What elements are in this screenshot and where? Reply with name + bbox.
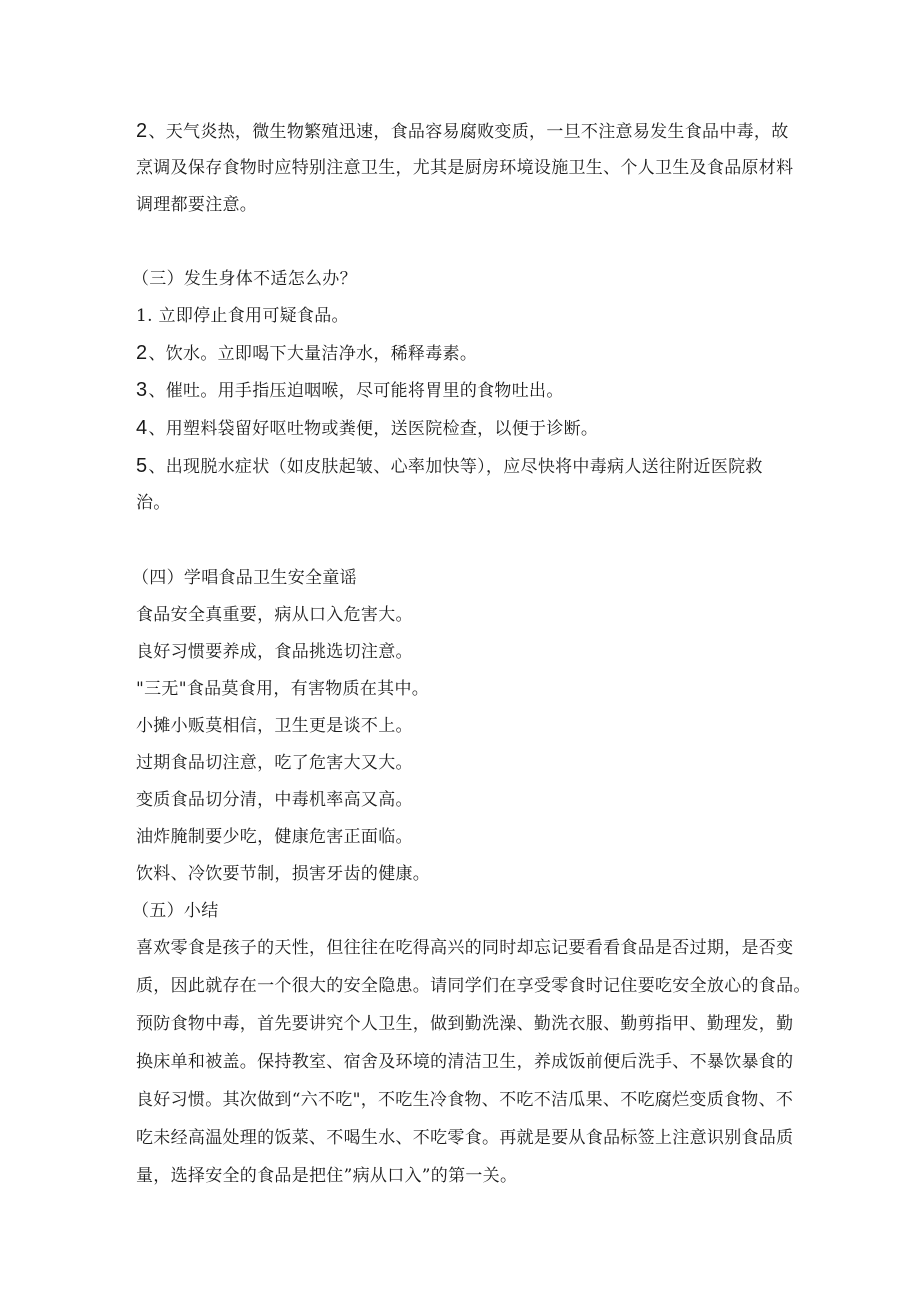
intro-item2-line1: 2、天气炎热，微生物繁殖迅速，食品容易腐败变质，一旦不注意易发生食品中毒，故 <box>136 120 789 142</box>
section5-heading: （五）小结 <box>132 901 219 921</box>
section3-item4: 4、用塑料袋留好呕吐物或粪便，送医院检查，以便于诊断。 <box>136 417 599 439</box>
summary-line: 良好习惯。其次做到“六不吃"，不吃生冷食物、不吃不洁瓜果、不吃腐烂变质食物、不 <box>136 1090 794 1110</box>
summary-line: 换床单和被盖。保持教室、宿舍及环境的清洁卫生，养成饭前便后洗手、不暴饮暴食的 <box>136 1052 794 1072</box>
verse-line: 变质食品切分清，中毒机率高又高。 <box>136 790 413 810</box>
section3-item5-line1: 5、出现脱水症状（如皮肤起皱、心率加快等），应尽快将中毒病人送往附近医院救 <box>136 455 763 477</box>
section3-item5-line2: 治。 <box>136 493 171 513</box>
section3-item2: 2、饮水。立即喝下大量洁净水，稀释毒素。 <box>136 342 478 364</box>
verse-line: 油炸腌制要少吃，健康危害正面临。 <box>136 827 413 847</box>
section4-heading: （四）学唱食品卫生安全童谣 <box>132 568 357 588</box>
verse-line: 过期食品切注意，吃了危害大又大。 <box>136 753 413 773</box>
verse-line: 饮料、冷饮要节制，损害牙齿的健康。 <box>136 864 431 884</box>
section3-item3: 3、催吐。用手指压迫咽喉，尽可能将胃里的食物吐出。 <box>136 379 564 401</box>
intro-item2-number: 2 <box>136 120 148 142</box>
verse-line: "三无"食品莫食用，有害物质在其中。 <box>136 679 430 699</box>
section3-heading: （三）发生身体不适怎么办？ <box>132 269 357 289</box>
section3-item1: 1. 立即停止食用可疑食品。 <box>136 306 349 326</box>
intro-item2-line2: 烹调及保存食物时应特别注意卫生，尤其是厨房环境设施卫生、个人卫生及食品原材料 <box>136 158 794 178</box>
verse-line: 食品安全真重要，病从口入危害大。 <box>136 605 413 625</box>
summary-line: 喜欢零食是孩子的天性，但往往在吃得高兴的同时却忘记要看看食品是否过期，是否变 <box>136 938 794 958</box>
summary-line: 质，因此就存在一个很大的安全隐患。请同学们在享受零食时记住要吃安全放心的食品。 <box>136 976 811 996</box>
summary-line: 预防食物中毒，首先要讲究个人卫生，做到勤洗澡、勤洗衣服、勤剪指甲、勤理发，勤 <box>136 1014 794 1034</box>
summary-line: 吃未经高温处理的饭菜、不喝生水、不吃零食。再就是要从食品标签上注意识别食品质 <box>136 1128 794 1148</box>
verse-line: 良好习惯要养成，食品挑选切注意。 <box>136 642 413 662</box>
summary-line: 量，选择安全的食品是把住”病从口入”的第一关。 <box>136 1166 518 1186</box>
intro-item2-line3: 调理都要注意。 <box>136 195 258 215</box>
verse-line: 小摊小贩莫相信，卫生更是谈不上。 <box>136 716 413 736</box>
